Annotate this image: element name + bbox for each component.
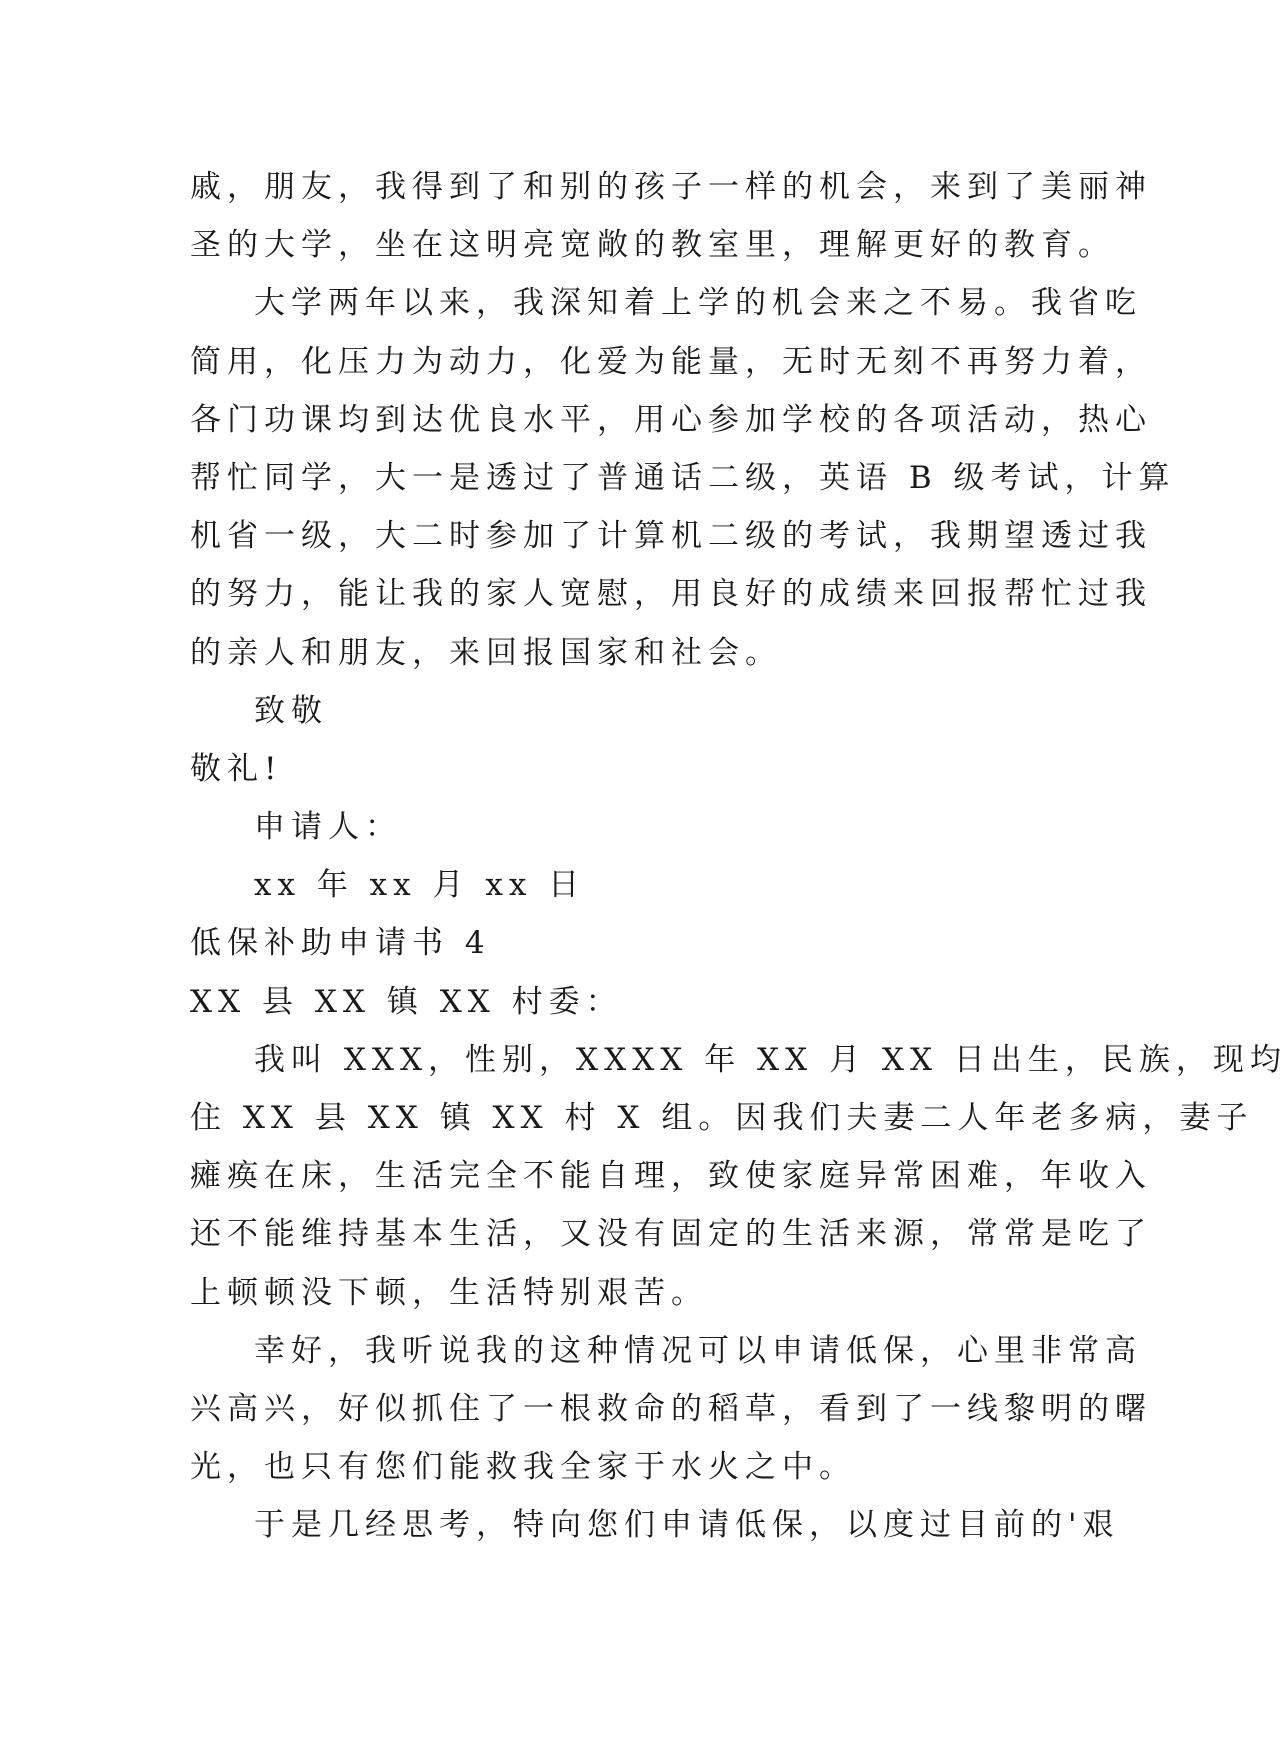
text-line: 的努力，能让我的家人宽慰，用良好的成绩来回报帮忙过我 bbox=[190, 576, 1152, 613]
text-line: 兴高兴，好似抓住了一根救命的稻草，看到了一线黎明的曙 bbox=[190, 1390, 1152, 1427]
text-line: 还不能维持基本生活，又没有固定的生活来源，常常是吃了 bbox=[190, 1216, 1152, 1253]
text-line: 住 XX 县 XX 镇 XX 村 X 组。因我们夫妻二人年老多病，妻子 bbox=[190, 1100, 1254, 1136]
text-line: 幸好，我听说我的这种情况可以申请低保，心里非常高 bbox=[254, 1332, 1142, 1369]
text-line: 的亲人和朋友，来回报国家和社会。 bbox=[190, 634, 782, 671]
text-line: 瘫痪在床，生活完全不能自理，致使家庭异常困难，年收入 bbox=[190, 1158, 1152, 1195]
text-line: 各门功课均到达优良水平，用心参加学校的各项活动，热心 bbox=[190, 401, 1152, 438]
text-line: XX 县 XX 镇 XX 村委： bbox=[190, 983, 623, 1020]
text-line: 帮忙同学，大一是透过了普通话二级，英语 B 级考试，计算 bbox=[190, 459, 1176, 496]
text-line: 我叫 XXX，性别，XXXX 年 XX 月 XX 日出生，民族，现均 bbox=[254, 1041, 1287, 1078]
text-line: 光，也只有您们能救我全家于水火之中。 bbox=[190, 1449, 856, 1486]
text-line: 申请人： bbox=[254, 809, 402, 846]
text-line: 大学两年以来，我深知着上学的机会来之不易。我省吃 bbox=[254, 285, 1142, 322]
text-line: 机省一级，大二时参加了计算机二级的考试，我期望透过我 bbox=[190, 518, 1152, 555]
text-line: 圣的大学，坐在这明亮宽敞的教室里，理解更好的教育。 bbox=[190, 227, 1115, 264]
text-line: 上顿顿没下顿，生活特别艰苦。 bbox=[190, 1274, 708, 1311]
text-line: 简用，化压力为动力，化爱为能量，无时无刻不再努力着， bbox=[190, 343, 1152, 380]
text-line: xx 年 xx 月 xx 日 bbox=[254, 867, 586, 904]
document-body bbox=[190, 158, 1287, 1555]
text-line: 敬礼! bbox=[190, 750, 283, 787]
text-line: 戚，朋友，我得到了和别的孩子一样的机会，来到了美丽神 bbox=[190, 169, 1152, 205]
text-line: 低保补助申请书 4 bbox=[190, 925, 491, 962]
text-line: 致敬 bbox=[254, 692, 328, 729]
text-line: 于是几经思考，特向您们申请低保，以度过目前的'艰 bbox=[254, 1507, 1120, 1544]
